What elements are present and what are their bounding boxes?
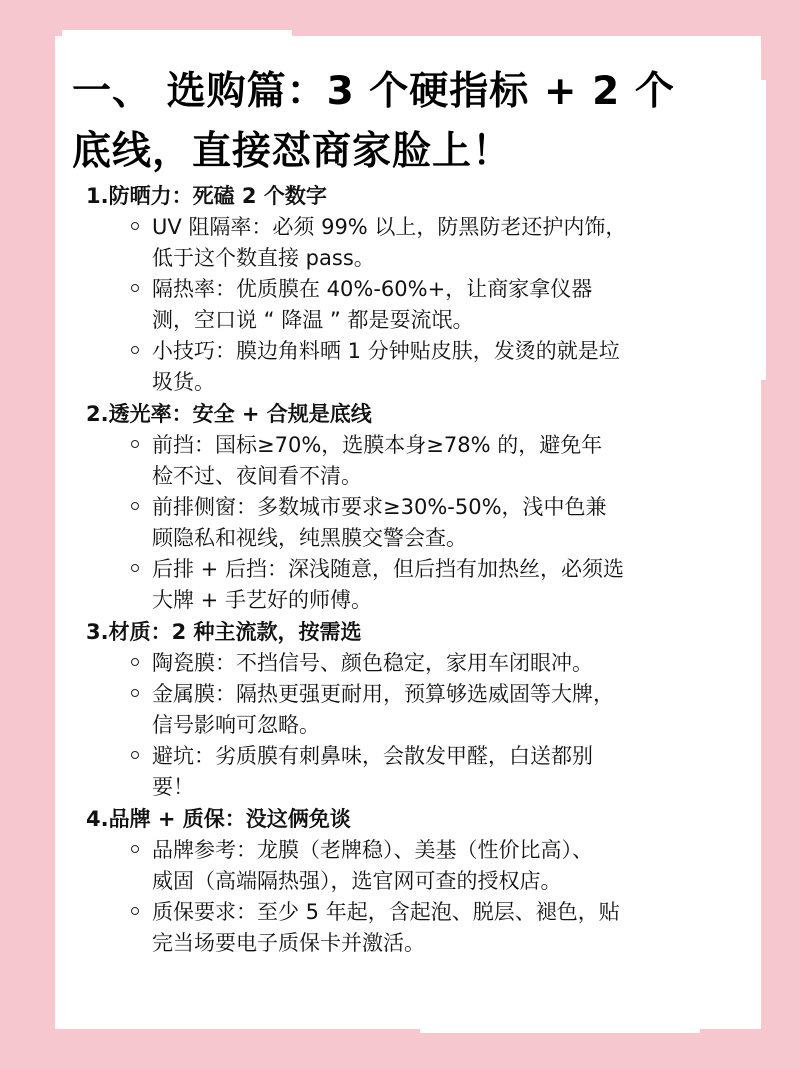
list-item-text: 测，空口说 “ 降温 ” 都是耍流氓。 [152, 308, 474, 332]
list-item [86, 212, 746, 274]
list-item-text: 大牌 + 手艺好的师傅。 [152, 588, 372, 612]
list-item [86, 897, 746, 959]
bullet-circle-icon [131, 222, 139, 230]
paper-torn-edge-right [758, 80, 766, 380]
page-title-line-1: 一、 选购篇：3 个硬指标 + 2 个 [72, 69, 675, 114]
list-item [86, 554, 746, 616]
section-brand-warranty [86, 803, 746, 959]
bullet-circle-icon [131, 502, 139, 510]
bullet-circle-icon [131, 284, 139, 292]
list-item-text: 避坑：劣质膜有刺鼻味，会散发甲醛，白送都别 [152, 744, 593, 768]
list-item-text: 顾隐私和视线，纯黑膜交警会查。 [152, 526, 467, 550]
list-item-text: 要！ [152, 775, 194, 799]
list-item-text: 前挡：国标≥70%，选膜本身≥78% 的，避免年 [152, 433, 603, 457]
list-item [86, 274, 746, 336]
paper-torn-edge-bottom [420, 1027, 700, 1033]
list-item-text: 完当场要电子质保卡并激活。 [152, 931, 425, 955]
page-title [72, 62, 752, 182]
list-item [86, 741, 746, 803]
list-item [86, 430, 746, 492]
list-item-text: 前排侧窗：多数城市要求≥30%-50%，浅中色兼 [152, 495, 607, 519]
list-item-text: 陶瓷膜：不挡信号、颜色稳定，家用车闭眼冲。 [152, 651, 593, 675]
bullet-circle-icon [131, 845, 139, 853]
list-item-text: 检不过、夜间看不清。 [152, 464, 362, 488]
section-heading: 1.防晒力：死磕 2 个数字 [86, 184, 327, 208]
bullet-circle-icon [131, 658, 139, 666]
paper-torn-edge-top [62, 30, 292, 38]
section-sun-protection [86, 180, 746, 398]
section-material [86, 616, 746, 803]
list-item-text: 金属膜：隔热更强更耐用，预算够选威固等大牌， [152, 682, 614, 706]
list-item-text: 圾货。 [152, 370, 215, 394]
list-item-text: UV 阻隔率：必须 99% 以上，防黑防老还护内饰， [152, 215, 627, 239]
page-title-line-2: 底线，直接怼商家脸上！ [72, 129, 513, 174]
list-item [86, 679, 746, 741]
list-item-text: 隔热率：优质膜在 40%-60%+，让商家拿仪器 [152, 277, 593, 301]
section-heading: 2.透光率：安全 + 合规是底线 [86, 402, 372, 426]
bullet-circle-icon [131, 907, 139, 915]
list-item-text: 品牌参考：龙膜（老牌稳）、美基（性价比高）、 [152, 838, 593, 862]
bullet-circle-icon [131, 346, 139, 354]
section-heading: 4.品牌 + 质保：没这俩免谈 [86, 807, 351, 831]
bullet-circle-icon [131, 751, 139, 759]
content-list [86, 180, 746, 959]
bullet-circle-icon [131, 564, 139, 572]
list-item [86, 492, 746, 554]
bullet-circle-icon [131, 440, 139, 448]
list-item-text: 低于这个数直接 pass。 [152, 246, 375, 270]
list-item-text: 后排 + 后挡：深浅随意，但后挡有加热丝，必须选 [152, 557, 624, 581]
list-item [86, 835, 746, 897]
list-item-text: 威固（高端隔热强），选官网可查的授权店。 [152, 869, 562, 893]
bullet-circle-icon [131, 689, 139, 697]
section-transmittance [86, 398, 746, 616]
section-heading: 3.材质：2 种主流款，按需选 [86, 620, 362, 644]
list-item [86, 648, 746, 679]
list-item [86, 336, 746, 398]
list-item-text: 小技巧：膜边角料晒 1 分钟贴皮肤，发烫的就是垃 [152, 339, 620, 363]
list-item-text: 质保要求：至少 5 年起，含起泡、脱层、褪色，贴 [152, 900, 620, 924]
list-item-text: 信号影响可忽略。 [152, 713, 320, 737]
